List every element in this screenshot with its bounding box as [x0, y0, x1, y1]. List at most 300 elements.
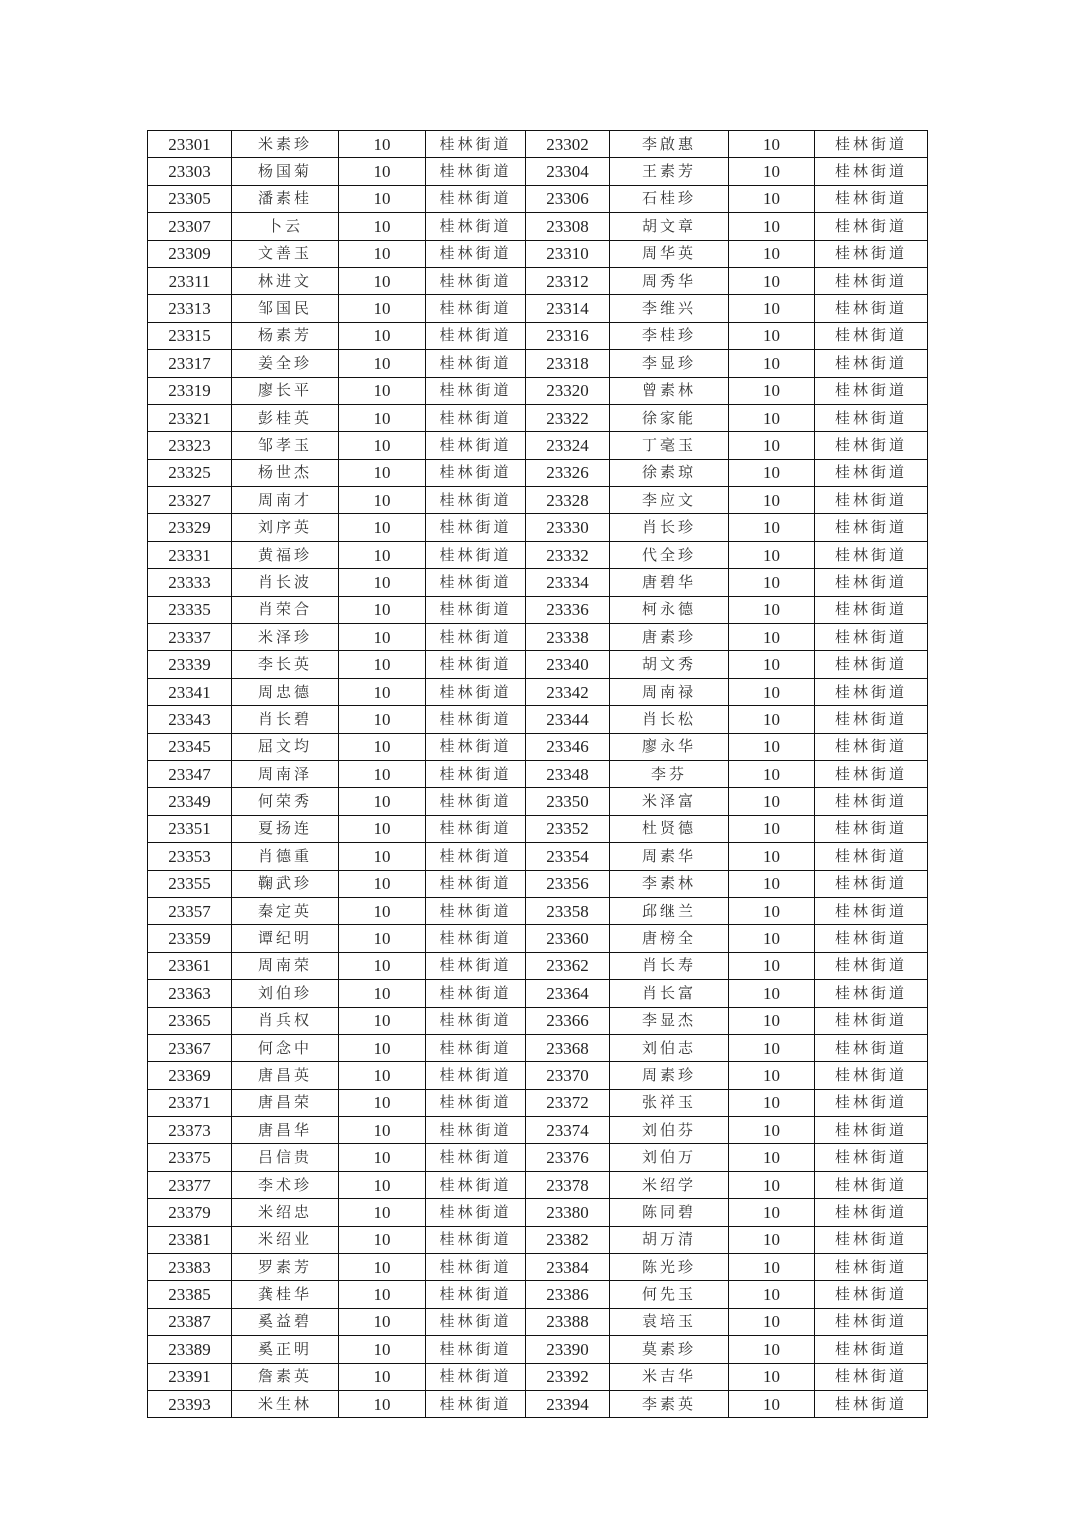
amount-cell: 10: [339, 980, 426, 1007]
amount-cell: 10: [729, 1089, 815, 1116]
street-name-cell: 桂林街道: [426, 1062, 526, 1089]
record-id-cell: 23333: [148, 569, 232, 596]
person-name-cell: 周素珍: [610, 1062, 729, 1089]
amount-cell: 10: [339, 596, 426, 623]
person-name-cell: 杨世杰: [232, 459, 339, 486]
amount-cell: 10: [339, 1308, 426, 1335]
record-id-cell: 23392: [526, 1363, 610, 1390]
person-name-cell: 米吉华: [610, 1363, 729, 1390]
street-name-cell: 桂林街道: [815, 1199, 928, 1226]
amount-cell: 10: [339, 1144, 426, 1171]
record-id-cell: 23357: [148, 897, 232, 924]
person-name-cell: 米泽富: [610, 788, 729, 815]
street-name-cell: 桂林街道: [426, 131, 526, 158]
street-name-cell: 桂林街道: [426, 487, 526, 514]
person-name-cell: 米生林: [232, 1390, 339, 1417]
record-id-cell: 23345: [148, 733, 232, 760]
person-name-cell: 胡万清: [610, 1226, 729, 1253]
street-name-cell: 桂林街道: [815, 870, 928, 897]
street-name-cell: 桂林街道: [815, 760, 928, 787]
person-name-cell: 肖长珍: [610, 514, 729, 541]
record-id-cell: 23350: [526, 788, 610, 815]
amount-cell: 10: [339, 1281, 426, 1308]
amount-cell: 10: [339, 651, 426, 678]
person-name-cell: 丁毫玉: [610, 432, 729, 459]
amount-cell: 10: [729, 158, 815, 185]
amount-cell: 10: [729, 1062, 815, 1089]
person-name-cell: 王素芳: [610, 158, 729, 185]
amount-cell: 10: [339, 350, 426, 377]
street-name-cell: 桂林街道: [815, 897, 928, 924]
amount-cell: 10: [729, 350, 815, 377]
amount-cell: 10: [729, 651, 815, 678]
amount-cell: 10: [339, 1226, 426, 1253]
amount-cell: 10: [339, 131, 426, 158]
street-name-cell: 桂林街道: [815, 925, 928, 952]
street-name-cell: 桂林街道: [426, 322, 526, 349]
street-name-cell: 桂林街道: [426, 1254, 526, 1281]
person-name-cell: 秦定英: [232, 897, 339, 924]
amount-cell: 10: [729, 432, 815, 459]
person-name-cell: 莫素珍: [610, 1336, 729, 1363]
street-name-cell: 桂林街道: [815, 843, 928, 870]
amount-cell: 10: [339, 1034, 426, 1061]
amount-cell: 10: [339, 1062, 426, 1089]
person-name-cell: 米绍业: [232, 1226, 339, 1253]
street-name-cell: 桂林街道: [815, 815, 928, 842]
amount-cell: 10: [729, 733, 815, 760]
table-row: [148, 1336, 928, 1363]
street-name-cell: 桂林街道: [815, 350, 928, 377]
person-name-cell: 李啟惠: [610, 131, 729, 158]
amount-cell: 10: [339, 1336, 426, 1363]
amount-cell: 10: [729, 213, 815, 240]
person-name-cell: 米素珍: [232, 131, 339, 158]
record-id-cell: 23318: [526, 350, 610, 377]
person-name-cell: 李素林: [610, 870, 729, 897]
record-id-cell: 23328: [526, 487, 610, 514]
person-name-cell: 刘伯珍: [232, 980, 339, 1007]
street-name-cell: 桂林街道: [426, 706, 526, 733]
record-id-cell: 23325: [148, 459, 232, 486]
record-id-cell: 23324: [526, 432, 610, 459]
person-name-cell: 黄福珍: [232, 541, 339, 568]
person-name-cell: 刘伯芬: [610, 1117, 729, 1144]
person-name-cell: 肖长碧: [232, 706, 339, 733]
record-id-cell: 23329: [148, 514, 232, 541]
amount-cell: 10: [729, 1171, 815, 1198]
person-name-cell: 杨素芳: [232, 322, 339, 349]
person-name-cell: 鞠武珍: [232, 870, 339, 897]
record-id-cell: 23360: [526, 925, 610, 952]
person-name-cell: 肖长波: [232, 569, 339, 596]
street-name-cell: 桂林街道: [426, 1336, 526, 1363]
street-name-cell: 桂林街道: [815, 267, 928, 294]
roster-body: [148, 131, 928, 1418]
record-id-cell: 23382: [526, 1226, 610, 1253]
record-id-cell: 23363: [148, 980, 232, 1007]
record-id-cell: 23352: [526, 815, 610, 842]
street-name-cell: 桂林街道: [426, 651, 526, 678]
record-id-cell: 23361: [148, 952, 232, 979]
amount-cell: 10: [729, 377, 815, 404]
record-id-cell: 23354: [526, 843, 610, 870]
street-name-cell: 桂林街道: [815, 1226, 928, 1253]
person-name-cell: 吕信贵: [232, 1144, 339, 1171]
street-name-cell: 桂林街道: [815, 185, 928, 212]
amount-cell: 10: [729, 1144, 815, 1171]
record-id-cell: 23386: [526, 1281, 610, 1308]
amount-cell: 10: [339, 1390, 426, 1417]
record-id-cell: 23351: [148, 815, 232, 842]
person-name-cell: 何念中: [232, 1034, 339, 1061]
person-name-cell: 曾素林: [610, 377, 729, 404]
amount-cell: 10: [729, 1254, 815, 1281]
street-name-cell: 桂林街道: [426, 569, 526, 596]
table-row: [148, 267, 928, 294]
amount-cell: 10: [339, 1199, 426, 1226]
table-row: [148, 596, 928, 623]
street-name-cell: 桂林街道: [815, 1336, 928, 1363]
table-row: [148, 322, 928, 349]
street-name-cell: 桂林街道: [426, 1199, 526, 1226]
table-row: [148, 1171, 928, 1198]
amount-cell: 10: [729, 870, 815, 897]
amount-cell: 10: [729, 1336, 815, 1363]
street-name-cell: 桂林街道: [815, 733, 928, 760]
record-id-cell: 23331: [148, 541, 232, 568]
record-id-cell: 23375: [148, 1144, 232, 1171]
person-name-cell: 杨国菊: [232, 158, 339, 185]
person-name-cell: 肖长松: [610, 706, 729, 733]
record-id-cell: 23387: [148, 1308, 232, 1335]
record-id-cell: 23356: [526, 870, 610, 897]
amount-cell: 10: [729, 569, 815, 596]
record-id-cell: 23374: [526, 1117, 610, 1144]
street-name-cell: 桂林街道: [815, 1390, 928, 1417]
table-row: [148, 1062, 928, 1089]
record-id-cell: 23379: [148, 1199, 232, 1226]
table-row: [148, 624, 928, 651]
table-row: [148, 980, 928, 1007]
amount-cell: 10: [339, 788, 426, 815]
amount-cell: 10: [339, 843, 426, 870]
amount-cell: 10: [729, 295, 815, 322]
record-id-cell: 23320: [526, 377, 610, 404]
record-id-cell: 23334: [526, 569, 610, 596]
record-id-cell: 23306: [526, 185, 610, 212]
street-name-cell: 桂林街道: [426, 1034, 526, 1061]
amount-cell: 10: [339, 295, 426, 322]
record-id-cell: 23370: [526, 1062, 610, 1089]
amount-cell: 10: [729, 487, 815, 514]
amount-cell: 10: [729, 925, 815, 952]
street-name-cell: 桂林街道: [815, 1281, 928, 1308]
street-name-cell: 桂林街道: [426, 678, 526, 705]
street-name-cell: 桂林街道: [426, 185, 526, 212]
person-name-cell: 代全珍: [610, 541, 729, 568]
person-name-cell: 杜贤德: [610, 815, 729, 842]
amount-cell: 10: [729, 404, 815, 431]
person-name-cell: 邹国民: [232, 295, 339, 322]
record-id-cell: 23309: [148, 240, 232, 267]
table-row: [148, 131, 928, 158]
amount-cell: 10: [339, 1089, 426, 1116]
amount-cell: 10: [729, 1390, 815, 1417]
amount-cell: 10: [729, 760, 815, 787]
table-row: [148, 1117, 928, 1144]
record-id-cell: 23330: [526, 514, 610, 541]
record-id-cell: 23349: [148, 788, 232, 815]
person-name-cell: 廖长平: [232, 377, 339, 404]
record-id-cell: 23343: [148, 706, 232, 733]
table-row: [148, 158, 928, 185]
person-name-cell: 夏扬连: [232, 815, 339, 842]
person-name-cell: 何先玉: [610, 1281, 729, 1308]
record-id-cell: 23367: [148, 1034, 232, 1061]
street-name-cell: 桂林街道: [426, 514, 526, 541]
amount-cell: 10: [339, 432, 426, 459]
record-id-cell: 23315: [148, 322, 232, 349]
person-name-cell: 李素英: [610, 1390, 729, 1417]
person-name-cell: 邱继兰: [610, 897, 729, 924]
amount-cell: 10: [729, 240, 815, 267]
record-id-cell: 23390: [526, 1336, 610, 1363]
street-name-cell: 桂林街道: [815, 569, 928, 596]
amount-cell: 10: [729, 624, 815, 651]
street-name-cell: 桂林街道: [815, 624, 928, 651]
amount-cell: 10: [339, 213, 426, 240]
amount-cell: 10: [729, 1363, 815, 1390]
amount-cell: 10: [339, 870, 426, 897]
person-name-cell: 李维兴: [610, 295, 729, 322]
person-name-cell: 潘素桂: [232, 185, 339, 212]
table-row: [148, 569, 928, 596]
record-id-cell: 23359: [148, 925, 232, 952]
person-name-cell: 米绍学: [610, 1171, 729, 1198]
amount-cell: 10: [339, 1171, 426, 1198]
person-name-cell: 柯永德: [610, 596, 729, 623]
street-name-cell: 桂林街道: [426, 1308, 526, 1335]
amount-cell: 10: [729, 897, 815, 924]
person-name-cell: 罗素芳: [232, 1254, 339, 1281]
person-name-cell: 龚桂华: [232, 1281, 339, 1308]
person-name-cell: 屈文均: [232, 733, 339, 760]
record-id-cell: 23341: [148, 678, 232, 705]
table-row: [148, 1034, 928, 1061]
record-id-cell: 23371: [148, 1089, 232, 1116]
table-row: [148, 377, 928, 404]
street-name-cell: 桂林街道: [426, 1007, 526, 1034]
table-row: [148, 213, 928, 240]
record-id-cell: 23332: [526, 541, 610, 568]
street-name-cell: 桂林街道: [426, 952, 526, 979]
record-id-cell: 23314: [526, 295, 610, 322]
table-row: [148, 432, 928, 459]
amount-cell: 10: [339, 377, 426, 404]
street-name-cell: 桂林街道: [815, 1254, 928, 1281]
amount-cell: 10: [729, 788, 815, 815]
record-id-cell: 23342: [526, 678, 610, 705]
record-id-cell: 23348: [526, 760, 610, 787]
person-name-cell: 陈同碧: [610, 1199, 729, 1226]
person-name-cell: 周南荣: [232, 952, 339, 979]
street-name-cell: 桂林街道: [426, 158, 526, 185]
person-name-cell: 刘伯万: [610, 1144, 729, 1171]
street-name-cell: 桂林街道: [815, 459, 928, 486]
table-row: [148, 815, 928, 842]
person-name-cell: 周南泽: [232, 760, 339, 787]
person-name-cell: 袁培玉: [610, 1308, 729, 1335]
amount-cell: 10: [729, 459, 815, 486]
table-row: [148, 651, 928, 678]
record-id-cell: 23346: [526, 733, 610, 760]
person-name-cell: 卜云: [232, 213, 339, 240]
table-row: [148, 952, 928, 979]
amount-cell: 10: [339, 322, 426, 349]
record-id-cell: 23364: [526, 980, 610, 1007]
person-name-cell: 肖兵权: [232, 1007, 339, 1034]
person-name-cell: 肖德重: [232, 843, 339, 870]
record-id-cell: 23337: [148, 624, 232, 651]
record-id-cell: 23394: [526, 1390, 610, 1417]
street-name-cell: 桂林街道: [815, 706, 928, 733]
street-name-cell: 桂林街道: [815, 1171, 928, 1198]
amount-cell: 10: [339, 541, 426, 568]
street-name-cell: 桂林街道: [426, 350, 526, 377]
record-id-cell: 23303: [148, 158, 232, 185]
person-name-cell: 奚益碧: [232, 1308, 339, 1335]
amount-cell: 10: [339, 733, 426, 760]
street-name-cell: 桂林街道: [815, 1007, 928, 1034]
table-row: [148, 678, 928, 705]
amount-cell: 10: [729, 267, 815, 294]
person-name-cell: 彭桂英: [232, 404, 339, 431]
person-name-cell: 周南才: [232, 487, 339, 514]
amount-cell: 10: [339, 158, 426, 185]
record-id-cell: 23389: [148, 1336, 232, 1363]
person-name-cell: 李显珍: [610, 350, 729, 377]
street-name-cell: 桂林街道: [815, 158, 928, 185]
record-id-cell: 23384: [526, 1254, 610, 1281]
amount-cell: 10: [729, 1199, 815, 1226]
street-name-cell: 桂林街道: [815, 404, 928, 431]
person-name-cell: 李显杰: [610, 1007, 729, 1034]
record-id-cell: 23304: [526, 158, 610, 185]
record-id-cell: 23321: [148, 404, 232, 431]
street-name-cell: 桂林街道: [426, 240, 526, 267]
amount-cell: 10: [339, 925, 426, 952]
person-name-cell: 张祥玉: [610, 1089, 729, 1116]
street-name-cell: 桂林街道: [815, 1308, 928, 1335]
table-row: [148, 1363, 928, 1390]
amount-cell: 10: [339, 952, 426, 979]
record-id-cell: 23388: [526, 1308, 610, 1335]
table-row: [148, 1390, 928, 1417]
person-name-cell: 李应文: [610, 487, 729, 514]
record-id-cell: 23385: [148, 1281, 232, 1308]
table-row: [148, 1199, 928, 1226]
table-row: [148, 788, 928, 815]
street-name-cell: 桂林街道: [426, 1390, 526, 1417]
street-name-cell: 桂林街道: [426, 843, 526, 870]
street-name-cell: 桂林街道: [815, 980, 928, 1007]
person-name-cell: 唐素珍: [610, 624, 729, 651]
street-name-cell: 桂林街道: [426, 760, 526, 787]
record-id-cell: 23323: [148, 432, 232, 459]
amount-cell: 10: [339, 459, 426, 486]
person-name-cell: 林进文: [232, 267, 339, 294]
person-name-cell: 徐素琼: [610, 459, 729, 486]
record-id-cell: 23372: [526, 1089, 610, 1116]
amount-cell: 10: [339, 240, 426, 267]
table-row: [148, 1007, 928, 1034]
street-name-cell: 桂林街道: [815, 651, 928, 678]
table-row: [148, 733, 928, 760]
person-name-cell: 唐昌华: [232, 1117, 339, 1144]
table-row: [148, 487, 928, 514]
record-id-cell: 23338: [526, 624, 610, 651]
person-name-cell: 奚正明: [232, 1336, 339, 1363]
person-name-cell: 何荣秀: [232, 788, 339, 815]
street-name-cell: 桂林街道: [426, 870, 526, 897]
street-name-cell: 桂林街道: [426, 1089, 526, 1116]
street-name-cell: 桂林街道: [815, 240, 928, 267]
street-name-cell: 桂林街道: [426, 980, 526, 1007]
street-name-cell: 桂林街道: [426, 1363, 526, 1390]
record-id-cell: 23344: [526, 706, 610, 733]
table-row: [148, 185, 928, 212]
amount-cell: 10: [729, 514, 815, 541]
amount-cell: 10: [339, 514, 426, 541]
person-name-cell: 唐榜全: [610, 925, 729, 952]
amount-cell: 10: [339, 706, 426, 733]
street-name-cell: 桂林街道: [426, 377, 526, 404]
person-name-cell: 文善玉: [232, 240, 339, 267]
amount-cell: 10: [729, 596, 815, 623]
record-id-cell: 23302: [526, 131, 610, 158]
amount-cell: 10: [729, 843, 815, 870]
street-name-cell: 桂林街道: [426, 432, 526, 459]
street-name-cell: 桂林街道: [815, 596, 928, 623]
street-name-cell: 桂林街道: [426, 624, 526, 651]
street-name-cell: 桂林街道: [815, 1117, 928, 1144]
record-id-cell: 23376: [526, 1144, 610, 1171]
record-id-cell: 23391: [148, 1363, 232, 1390]
street-name-cell: 桂林街道: [426, 404, 526, 431]
record-id-cell: 23335: [148, 596, 232, 623]
record-id-cell: 23373: [148, 1117, 232, 1144]
person-name-cell: 米泽珍: [232, 624, 339, 651]
record-id-cell: 23377: [148, 1171, 232, 1198]
street-name-cell: 桂林街道: [815, 514, 928, 541]
table-row: [148, 1308, 928, 1335]
table-row: [148, 459, 928, 486]
amount-cell: 10: [339, 897, 426, 924]
table-row: [148, 1144, 928, 1171]
record-id-cell: 23369: [148, 1062, 232, 1089]
record-id-cell: 23336: [526, 596, 610, 623]
table-row: [148, 1226, 928, 1253]
person-name-cell: 肖荣合: [232, 596, 339, 623]
street-name-cell: 桂林街道: [426, 459, 526, 486]
table-row: [148, 760, 928, 787]
record-id-cell: 23393: [148, 1390, 232, 1417]
amount-cell: 10: [339, 815, 426, 842]
amount-cell: 10: [339, 624, 426, 651]
street-name-cell: 桂林街道: [815, 213, 928, 240]
street-name-cell: 桂林街道: [426, 213, 526, 240]
